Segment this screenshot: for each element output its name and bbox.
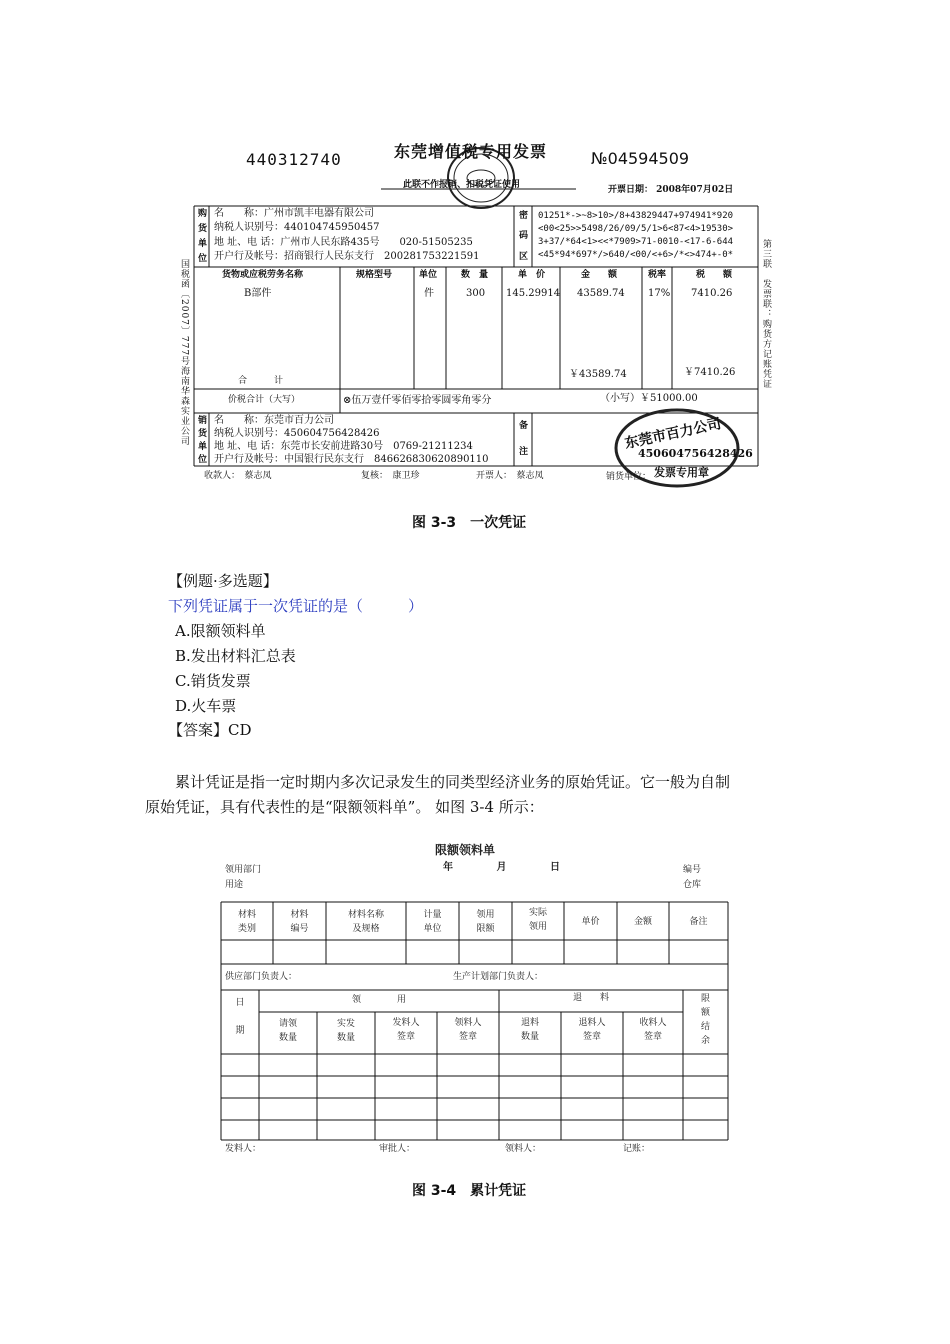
remark-label-1: 备 xyxy=(519,421,529,431)
cipher-label-3: 区 xyxy=(519,252,529,262)
header-unit: 单位 xyxy=(419,270,438,280)
stamp-bottom: 发票专用章 xyxy=(654,466,709,479)
buyer-label-1: 购 xyxy=(198,209,208,219)
sub-receiver-1: 领料人 xyxy=(454,1018,482,1028)
stamp-name: 东莞市百力公司 xyxy=(623,415,723,453)
sub-return-qty-1: 退料 xyxy=(520,1018,539,1028)
seller-name: 名 称：东莞市百力公司 xyxy=(214,415,334,426)
quota-footer-receiver: 领料人： xyxy=(505,1144,542,1154)
figure-caption-3-3: 图 3-3 一次凭证 xyxy=(412,515,527,531)
date-col-2: 期 xyxy=(235,1026,245,1036)
collect-head: 领 用 xyxy=(351,995,406,1005)
cipher-line: <45*94*697*/>640/<00/<+6>/*<>474+-0* xyxy=(538,250,734,260)
quota-purpose: 用途 xyxy=(225,880,244,890)
vat-invoice-image xyxy=(176,133,776,495)
header-tax: 税 额 xyxy=(696,270,733,280)
header-rate: 税率 xyxy=(648,270,667,280)
header-goods: 货物或应税劳务名称 xyxy=(222,270,304,280)
sub-returner-1: 退料人 xyxy=(578,1018,606,1028)
buyer-label-4: 位 xyxy=(198,254,208,264)
sub-issuer-1: 发料人 xyxy=(392,1018,420,1028)
header-amount: 金 额 xyxy=(581,270,618,280)
stamp-tax-id: 450604756428426 xyxy=(638,447,753,460)
paragraph-line-2: 原始凭证，具有代表性的是“限额领料单”。 如图 3-4 所示： xyxy=(145,798,544,816)
example-tag: 【例题·多选题】 xyxy=(168,572,278,590)
sub-collector-2: 签章 xyxy=(643,1032,662,1042)
limit-balance-4: 余 xyxy=(700,1036,710,1046)
sub-collector-1: 收料人 xyxy=(639,1018,667,1028)
sub-req-2: 数量 xyxy=(278,1033,297,1043)
seller-label-2: 货 xyxy=(198,429,208,439)
remark-label-2: 注 xyxy=(519,447,529,457)
quota-dept: 领用部门 xyxy=(225,865,262,875)
cipher-line: <00<25>>5498/26/09/5/1>6<87<4>19530> xyxy=(538,224,734,234)
sub-return-qty-2: 数量 xyxy=(520,1032,539,1042)
quota-footer-bookkeeper: 记账： xyxy=(623,1144,651,1154)
qh-name-2: 及规格 xyxy=(352,924,380,934)
qh-limit-1: 领用 xyxy=(476,910,495,920)
footer-seller: 销货单位： xyxy=(606,472,652,482)
item-qty: 300 xyxy=(466,288,486,299)
cipher-line: 01251*->~8>10>/8+43829447+974941*920 xyxy=(538,211,734,221)
item-amount: 43589.74 xyxy=(577,288,625,299)
example-question: 下列凭证属于一次凭证的是（ ） xyxy=(168,597,424,615)
invoice-number: №04594509 xyxy=(591,149,690,168)
option-a: A.限额领料单 xyxy=(175,622,266,640)
cipher-label-1: 密 xyxy=(519,211,529,221)
side-left-text: 国税函〔2007〕777号海南华森实业公司 xyxy=(179,259,189,447)
issue-date: 开票日期： 2008年07月02日 xyxy=(608,185,734,195)
item-rate: 17% xyxy=(648,288,671,299)
qh-unit-1: 计量 xyxy=(423,910,442,920)
qh-name-1: 材料名称 xyxy=(347,910,384,920)
quota-warehouse: 仓库 xyxy=(683,880,702,890)
qh-amount: 金额 xyxy=(633,917,652,927)
footer-reviewer: 复核： 康卫珍 xyxy=(361,471,420,481)
cipher-label-2: 码 xyxy=(519,231,529,241)
quota-requisition-form-image xyxy=(217,838,734,1155)
seller-label-1: 销 xyxy=(198,416,208,426)
seller-tax-id: 纳税人识别号：450604756428426 xyxy=(214,428,380,439)
sub-req-1: 请领 xyxy=(278,1019,297,1029)
item-price: 145.29914 xyxy=(506,288,561,299)
date-col-1: 日 xyxy=(235,998,245,1008)
side-right-text: 第三联 发票联：购货方记账凭证 xyxy=(761,239,771,389)
return-head: 退 料 xyxy=(572,993,609,1003)
footer-drawer: 开票人： 蔡志凤 xyxy=(476,471,544,481)
option-d: D.火车票 xyxy=(175,697,237,715)
invoice-code: 440312740 xyxy=(246,150,342,169)
seller-bank: 开户行及帐号：中国银行民东支行 846626830620890110 xyxy=(214,454,489,465)
quota-footer-approver: 审批人： xyxy=(379,1144,416,1154)
sub-issued-1: 实发 xyxy=(336,1019,355,1029)
limit-balance-2: 额 xyxy=(700,1008,710,1018)
planner-head: 生产计划部门负责人： xyxy=(453,972,544,982)
item-unit: 件 xyxy=(424,288,434,299)
quota-date: 年 月 日 xyxy=(443,862,580,873)
paragraph-line-1: 累计凭证是指一定时期内多次记录发生的同类型经济业务的原始凭证。它一般为自制 xyxy=(175,773,731,791)
buyer-label-3: 单 xyxy=(198,239,208,249)
header-price: 单 价 xyxy=(518,270,546,280)
limit-balance-3: 结 xyxy=(700,1022,710,1032)
option-c: C.销货发票 xyxy=(175,672,251,690)
qh-price: 单价 xyxy=(581,917,600,927)
sub-issuer-2: 签章 xyxy=(396,1032,415,1042)
option-b: B.发出材料汇总表 xyxy=(175,647,296,665)
header-spec: 规格型号 xyxy=(356,270,393,280)
qh-code-2: 编号 xyxy=(290,924,309,934)
total-words: ⊗伍万壹仟零佰零拾零圆零角零分 xyxy=(343,395,492,406)
supplier-head: 供应部门负责人： xyxy=(225,972,298,982)
quota-serial: 编号 xyxy=(683,865,702,875)
sub-issued-2: 数量 xyxy=(336,1033,355,1043)
item-tax: 7410.26 xyxy=(691,288,733,299)
figure-caption-3-4: 图 3-4 累计凭证 xyxy=(412,1183,527,1199)
qh-remark: 备注 xyxy=(689,917,708,927)
qh-cat-2: 类别 xyxy=(237,924,256,934)
total-tax: ￥7410.26 xyxy=(684,367,736,378)
item-goods: B部件 xyxy=(244,288,272,299)
qh-unit-2: 单位 xyxy=(423,924,442,934)
total-small: （小写）￥51000.00 xyxy=(600,393,698,404)
qh-cat-1: 材料 xyxy=(237,910,256,920)
invoice-title: 东莞增值税专用发票 xyxy=(394,142,548,161)
example-answer: 【答案】CD xyxy=(168,721,252,739)
qh-code-1: 材料 xyxy=(290,910,309,920)
buyer-bank: 开户行及帐号：招商银行人民东支行 200281753221591 xyxy=(214,251,480,262)
cipher-line: 3+37/*64<1><<*7909>71-0010-<17-6-644 xyxy=(538,237,734,247)
header-qty: 数 量 xyxy=(461,270,489,280)
total-words-label: 价税合计（大写） xyxy=(228,395,301,405)
buyer-address: 地 址、电 话：广州市人民东路435号 020-51505235 xyxy=(214,237,473,248)
sub-receiver-2: 签章 xyxy=(458,1032,477,1042)
buyer-name: 名 称：广州市凯丰电器有限公司 xyxy=(214,208,374,219)
buyer-label-2: 货 xyxy=(198,224,208,234)
total-amount: ￥43589.74 xyxy=(569,369,627,380)
quota-title: 限额领料单 xyxy=(435,843,496,857)
sub-returner-2: 签章 xyxy=(582,1032,601,1042)
qh-actual-2: 领用 xyxy=(528,922,547,932)
invoice-notice: 此联不作报销、扣税凭证使用 xyxy=(403,180,521,190)
quota-footer-issuer: 发料人： xyxy=(225,1144,262,1154)
seller-address: 地 址、电 话：东莞市长安前进路30号 0769-21211234 xyxy=(214,441,473,452)
qh-actual-1: 实际 xyxy=(528,908,547,918)
total-label: 合 计 xyxy=(238,376,284,386)
seller-label-4: 位 xyxy=(198,455,208,465)
seller-label-3: 单 xyxy=(198,442,208,452)
footer-payee: 收款人： 蔡志凤 xyxy=(204,471,272,481)
limit-balance-1: 限 xyxy=(700,994,710,1004)
qh-limit-2: 限额 xyxy=(476,924,495,934)
buyer-tax-id: 纳税人识别号：440104745950457 xyxy=(214,222,380,233)
